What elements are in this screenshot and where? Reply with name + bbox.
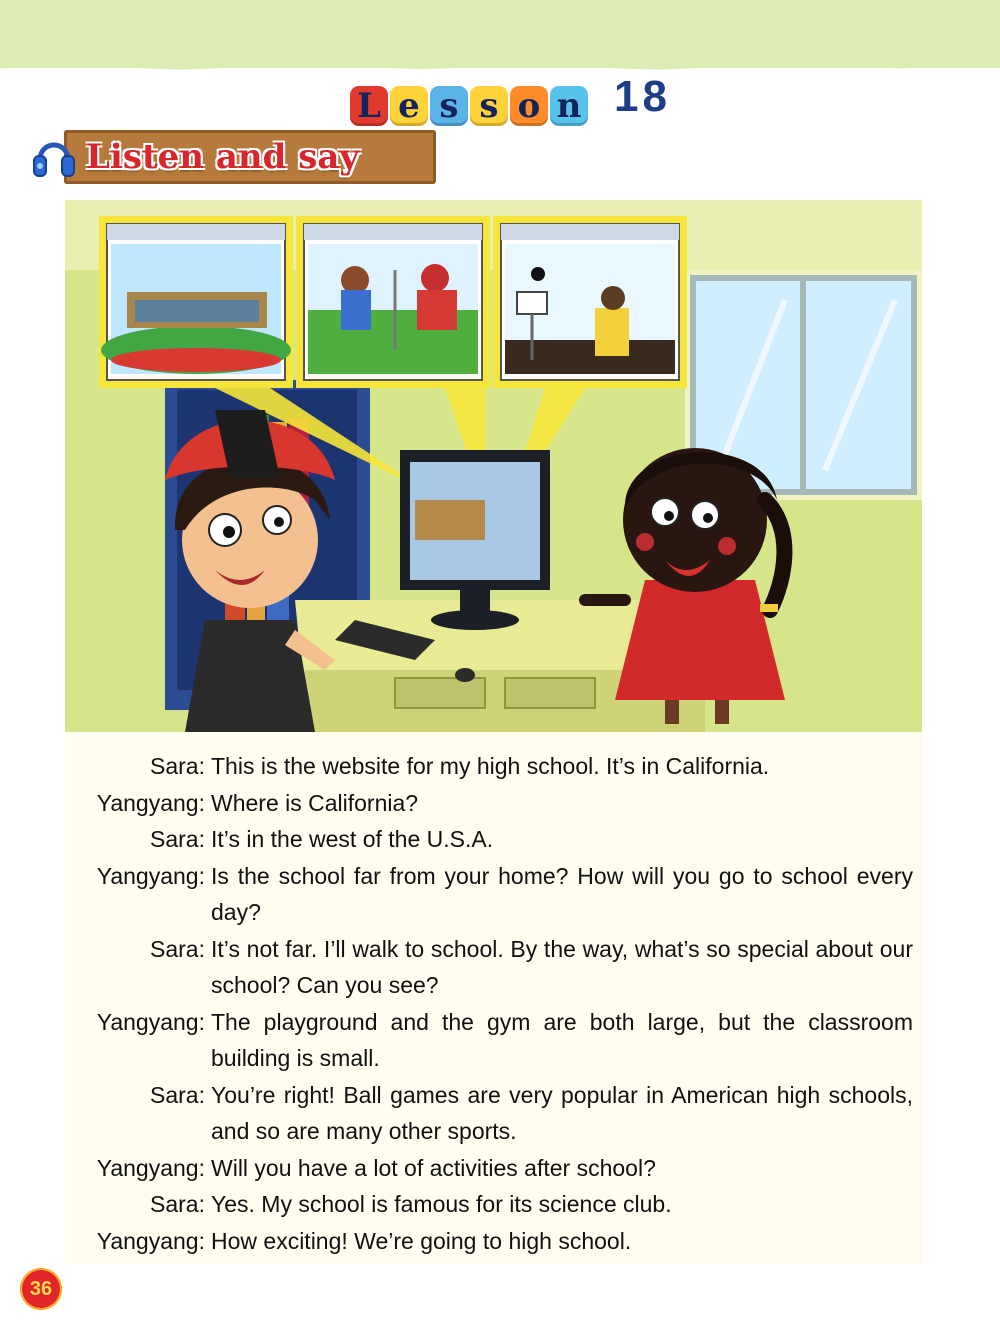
lesson-number: 18 xyxy=(614,72,671,121)
dialogue-line xyxy=(65,748,915,785)
lesson-letter-tile: n xyxy=(550,86,588,126)
dialogue-line xyxy=(65,1004,915,1077)
section-banner xyxy=(30,126,440,188)
lesson-letter-tile: s xyxy=(430,86,468,126)
speaker-name: Yangyang: xyxy=(96,862,205,889)
speaker-name: Sara: xyxy=(150,935,205,962)
lesson-letter-tile: o xyxy=(510,86,548,126)
speaker-name: Yangyang: xyxy=(96,789,205,816)
dialogue-line xyxy=(65,858,915,931)
dialogue-line xyxy=(65,1223,915,1260)
speaker-name: Sara: xyxy=(150,826,205,852)
speech-text: Yes. My school is famous for its science club. xyxy=(211,1191,672,1217)
speaker-name: Yangyang: xyxy=(96,1154,205,1181)
speaker-name: Sara: xyxy=(150,1191,205,1217)
speaker-name: Sara: xyxy=(150,753,205,779)
dialogue xyxy=(65,748,915,1259)
speech-text: Will you have a lot of activities after school? xyxy=(211,1154,656,1181)
section-title: Listen and say xyxy=(86,137,360,177)
speech-text: Is the school far from your home? How will you go to school every day? xyxy=(211,862,913,925)
speaker-name: Sara: xyxy=(150,1081,205,1108)
speaker-name: Yangyang: xyxy=(96,1008,205,1035)
speech-text: This is the website for my high school. It’s in California. xyxy=(211,753,770,779)
lesson-letter-tile: s xyxy=(470,86,508,126)
page-number: 36 xyxy=(20,1268,62,1310)
speech-text: It’s not far. I’ll walk to school. By the way, what’s so special about our school? Can you see? xyxy=(211,935,913,998)
dialogue-line xyxy=(65,1077,915,1150)
lesson-title xyxy=(350,66,671,126)
classroom-illustration xyxy=(65,200,922,732)
headphones-icon[interactable] xyxy=(30,126,78,188)
speech-text: It’s in the west of the U.S.A. xyxy=(211,826,494,852)
speech-text: The playground and the gym are both large, but the classroom building is small. xyxy=(211,1008,913,1071)
speech-text: You’re right! Ball games are very popular in American high schools, and so are many other sports. xyxy=(211,1081,913,1144)
website-screenshots xyxy=(99,216,687,388)
speech-text: How exciting! We’re going to high school. xyxy=(211,1227,632,1254)
lesson-letter-tile: L xyxy=(350,86,388,126)
speaker-name: Yangyang: xyxy=(96,1227,205,1254)
dialogue-line xyxy=(65,1186,915,1223)
dialogue-line xyxy=(65,931,915,1004)
lesson-letter-tile: e xyxy=(390,86,428,126)
dialogue-line xyxy=(65,821,915,858)
dialogue-line xyxy=(65,785,915,822)
dialogue-line xyxy=(65,1150,915,1187)
speech-text: Where is California? xyxy=(211,789,419,816)
top-decorative-band xyxy=(0,0,1000,68)
